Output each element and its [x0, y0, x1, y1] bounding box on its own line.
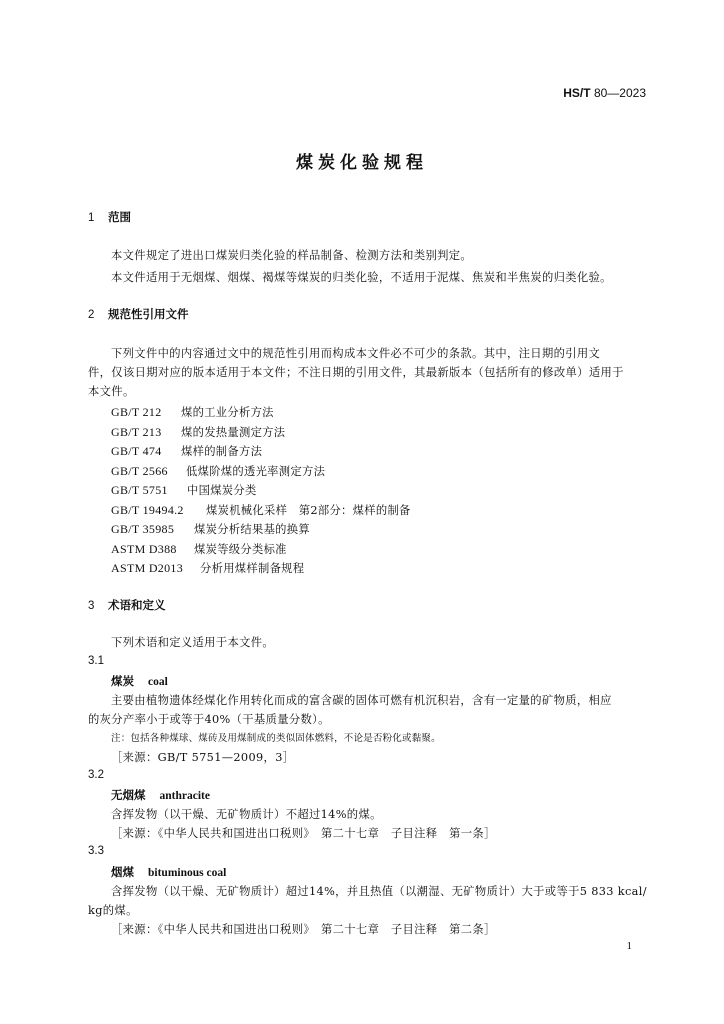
- reference-item: GB/T 212 煤的工业分析方法: [111, 405, 274, 419]
- term-heading: 无烟煤 anthracite: [111, 788, 210, 802]
- reference-item: GB/T 5751 中国煤炭分类: [111, 483, 257, 497]
- term-definition: 主要由植物遗体经煤化作用转化而成的富含碳的固体可燃有机沉积岩，含有一定量的矿物质，相应: [111, 694, 612, 707]
- document-code: HS/T 80—2023: [563, 86, 646, 100]
- reference-item: ASTM D388 煤炭等级分类标准: [111, 542, 287, 556]
- reference-item: GB/T 2566 低煤阶煤的透光率测定方法: [111, 464, 326, 478]
- term-source: ［来源：《中华人民共和国进出口税则》 第二十七章 子目注释 第二条］: [111, 923, 496, 936]
- term-number: 3.1: [88, 655, 104, 667]
- section-2-paragraph-line-2: 件，仅该日期对应的版本适用于本文件；不注日期的引用文件，其最新版本（包括所有的修改单）适用于: [88, 366, 624, 379]
- section-1-heading: 1 范围: [88, 210, 131, 224]
- section-3-heading: 3 术语和定义: [88, 598, 166, 612]
- section-2-heading: 2 规范性引用文件: [88, 307, 189, 321]
- term-number: 3.2: [88, 769, 104, 781]
- section-1-paragraph-1: 本文件规定了进出口煤炭归类化验的样品制备、检测方法和类别判定。: [111, 249, 473, 262]
- page-number: 1: [626, 940, 632, 952]
- section-2-paragraph-line-1: 下列文件中的内容通过文中的规范性引用而构成本文件必不可少的条款。其中，注日期的引用文: [111, 347, 601, 360]
- term-definition: 的灰分产率小于或等于40%（干基质量分数）。: [88, 713, 330, 726]
- term-source: ［来源：《中华人民共和国进出口税则》 第二十七章 子目注释 第一条］: [111, 827, 496, 840]
- reference-item: GB/T 19494.2 煤炭机械化采样 第2部分：煤样的制备: [111, 503, 411, 517]
- section-2-paragraph-line-3: 本文件。: [88, 385, 135, 398]
- reference-item: GB/T 35985 煤炭分析结果基的换算: [111, 522, 310, 536]
- term-definition: 含挥发物（以干燥、无矿物质计）不超过14%的煤。: [111, 808, 382, 821]
- term-definition: kg的煤。: [88, 904, 138, 917]
- page-title: 煤炭化验规程: [296, 153, 428, 173]
- reference-item: ASTM D2013 分析用煤样制备规程: [111, 561, 305, 575]
- term-heading: 烟煤 bituminous coal: [111, 865, 227, 879]
- section-3-intro: 下列术语和定义适用于本文件。: [111, 636, 275, 649]
- reference-item: GB/T 213 煤的发热量测定方法: [111, 425, 286, 439]
- section-1-paragraph-2: 本文件适用于无烟煤、烟煤、褐煤等煤炭的归类化验，不适用于泥煤、焦炭和半焦炭的归类化验。: [111, 271, 612, 284]
- term-source: ［来源：GB/T 5751—2009，3］: [111, 751, 295, 764]
- term-definition: 含挥发物（以干燥、无矿物质计）超过14%，并且热值（以潮湿、无矿物质计）大于或等于5 833 kcal/: [111, 885, 647, 898]
- term-note: 注：包括各种煤球、煤砖及用煤制成的类似固体燃料，不论是否粉化或黏聚。: [111, 733, 441, 744]
- term-number: 3.3: [88, 845, 104, 857]
- term-heading: 煤炭 coal: [111, 674, 168, 688]
- reference-item: GB/T 474 煤样的制备方法: [111, 444, 263, 458]
